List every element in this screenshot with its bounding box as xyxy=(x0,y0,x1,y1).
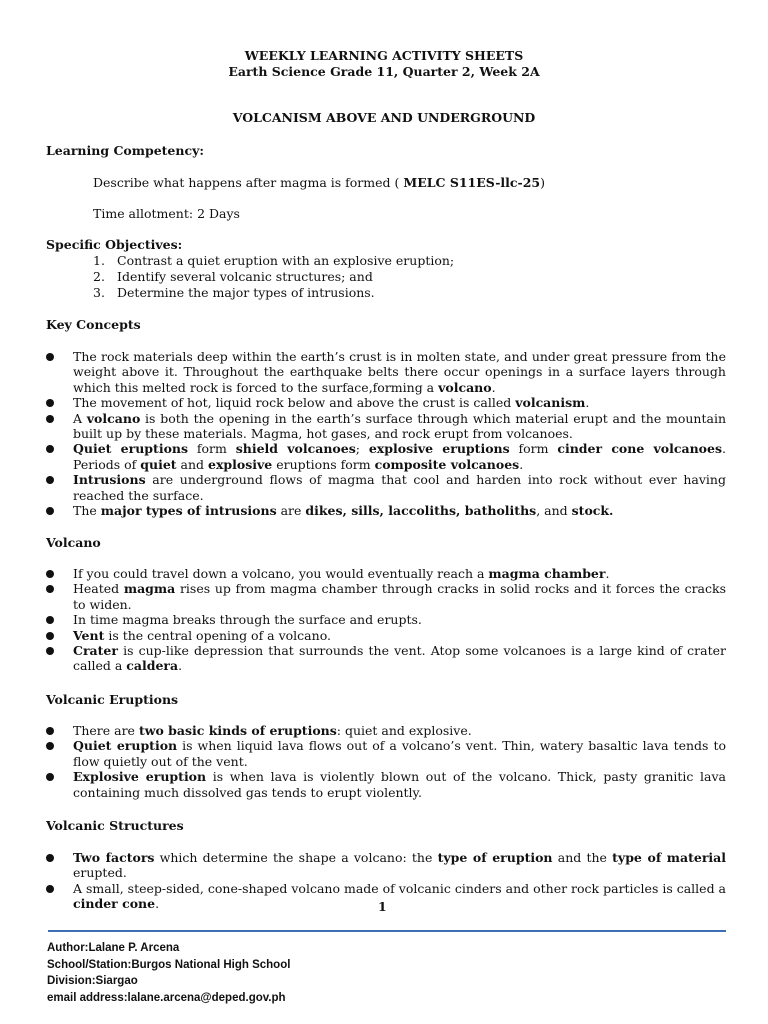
bold-term: volcanism xyxy=(515,395,586,411)
item-text: erupted. xyxy=(73,865,127,881)
item-text: The rock materials deep within the earth’s crust is in molten state, and under great pressure from the weight above it. Throughout the earthquake belts there occur openings in a surface layers through which this melted rock is forced to the surface,forming a xyxy=(73,349,726,395)
list-item xyxy=(46,612,726,627)
item-text: is when liquid lava flows out of a volcano’s vent. Thin, watery basaltic lava tends to flow quietly out of the vent. xyxy=(73,738,726,769)
bullet-icon xyxy=(46,742,54,750)
bold-term: Quiet eruptions xyxy=(73,441,189,457)
bold-term: Quiet eruption xyxy=(73,738,178,754)
bold-term: volcano xyxy=(86,410,141,426)
list-item xyxy=(46,769,726,800)
bold-term: explosive eruptions xyxy=(368,441,510,457)
bold-term: volcano xyxy=(438,379,492,395)
bold-term: cinder cone volcanoes xyxy=(557,441,723,457)
bold-term: magma xyxy=(123,581,176,597)
bold-term: explosive xyxy=(208,456,273,472)
competency-description xyxy=(93,175,545,191)
competency-text: Describe what happens after magma is formed ( xyxy=(93,175,404,190)
bullet-icon xyxy=(46,773,54,781)
competency-heading: Learning Competency: xyxy=(46,143,204,158)
list-item xyxy=(46,723,726,738)
bullet-icon xyxy=(46,727,54,735)
footer-division: Division:Siargao xyxy=(47,975,138,987)
item-text: If you could travel down a volcano, you would eventually reach a xyxy=(73,566,489,581)
item-text: A xyxy=(73,410,87,426)
objective-text: Determine the major types of intrusions. xyxy=(117,285,375,300)
objectives-heading: Specific Objectives: xyxy=(46,237,183,252)
bold-term: shield volcanoes xyxy=(235,441,356,457)
item-text: . xyxy=(519,456,524,472)
bold-term: type of eruption xyxy=(437,850,553,865)
item-text: is cup-like depression that surrounds the vent. Atop some volcanoes is a large kind of crater called a xyxy=(73,643,726,674)
header-line-2: Earth Science Grade 11, Quarter 2, Week 2A xyxy=(228,64,540,79)
bold-term: Two factors xyxy=(73,850,155,865)
objective-text: Contrast a quiet eruption with an explosive eruption; xyxy=(117,253,455,268)
bullet-icon xyxy=(46,476,54,484)
list-item xyxy=(46,441,726,472)
bold-term: Intrusions xyxy=(73,472,146,488)
item-text: form xyxy=(509,441,558,457)
bullet-icon xyxy=(46,854,54,862)
bullet-icon xyxy=(46,399,54,407)
bold-term: caldera xyxy=(126,658,179,674)
item-text: Heated xyxy=(73,581,124,597)
footer-email: email address:lalane.arcena@deped.gov.ph xyxy=(47,991,286,1004)
bold-term: Explosive eruption xyxy=(73,769,207,785)
item-text: , and xyxy=(536,503,572,519)
bold-term: cinder cone xyxy=(73,896,156,912)
document-header xyxy=(0,48,768,80)
list-item xyxy=(46,643,726,674)
item-text: form xyxy=(188,441,236,457)
objective-item xyxy=(93,253,454,269)
bullet-icon xyxy=(46,445,54,453)
item-text: In time magma breaks through the surface and erupts. xyxy=(73,612,422,628)
objectives-list xyxy=(93,253,454,301)
bold-term: quiet xyxy=(140,456,177,472)
volcano-heading: Volcano xyxy=(46,535,101,550)
list-item xyxy=(46,850,726,881)
eruptions-heading: Volcanic Eruptions xyxy=(46,692,179,707)
item-text: . xyxy=(178,658,183,674)
bullet-icon xyxy=(46,885,54,893)
bullet-icon xyxy=(46,585,54,593)
footer xyxy=(47,940,290,1006)
volcano-list xyxy=(46,566,726,674)
list-item xyxy=(46,628,726,643)
objective-item xyxy=(93,269,454,285)
item-text: . xyxy=(155,896,160,912)
bold-term: two basic kinds of eruptions xyxy=(138,723,337,738)
document-title: VOLCANISM ABOVE AND UNDERGROUND xyxy=(232,110,536,125)
objective-item xyxy=(93,285,454,301)
objective-number: 1. xyxy=(93,253,105,268)
item-text: A small, steep-sided, cone-shaped volcano made of volcanic cinders and other rock particles is called a xyxy=(73,880,727,896)
bullet-icon xyxy=(46,647,54,655)
header-line-1: WEEKLY LEARNING ACTIVITY SHEETS xyxy=(244,48,524,63)
item-text: is when lava is violently blown out of the volcano. Thick, pasty granitic lava containing much dissolved gas tends to erupt violently. xyxy=(73,769,726,800)
list-item xyxy=(46,349,726,395)
list-item xyxy=(46,566,726,581)
bold-term: Vent xyxy=(73,627,105,643)
competency-text-end: ) xyxy=(540,175,546,190)
list-item xyxy=(46,738,726,769)
item-text: The xyxy=(73,503,101,519)
list-item xyxy=(46,472,726,503)
bold-term: dikes, sills, laccoliths, batholiths xyxy=(305,503,537,519)
structures-heading: Volcanic Structures xyxy=(46,818,184,833)
footer-divider xyxy=(48,930,726,932)
melc-code: MELC S11ES-llc-25 xyxy=(403,175,541,190)
bullet-icon xyxy=(46,632,54,640)
bullet-icon xyxy=(46,616,54,624)
item-text: There are xyxy=(73,723,139,738)
bold-term: stock. xyxy=(571,503,614,519)
bold-term: composite volcanoes xyxy=(374,456,520,472)
item-text: : quiet and explosive. xyxy=(336,723,472,738)
item-text: . xyxy=(585,395,590,411)
item-text: . xyxy=(491,379,496,395)
item-text: rises up from magma chamber through cracks in solid rocks and it forces the cracks to widen. xyxy=(73,581,726,612)
bold-term: type of material xyxy=(612,850,727,865)
bullet-icon xyxy=(46,415,54,423)
bullet-icon xyxy=(46,570,54,578)
bullet-icon xyxy=(46,507,54,515)
item-text: . xyxy=(605,566,610,581)
bullet-icon xyxy=(46,353,54,361)
page-number: 1 xyxy=(378,899,387,914)
item-text: The movement of hot, liquid rock below and above the crust is called xyxy=(73,395,516,411)
item-text: and xyxy=(176,456,209,472)
item-text: . Periods of xyxy=(73,441,726,472)
list-item xyxy=(46,503,726,518)
eruptions-list xyxy=(46,723,726,800)
bold-term: magma chamber xyxy=(488,566,606,581)
item-text: are underground flows of magma that cool and harden into rock without ever having reached the surface. xyxy=(73,472,726,503)
list-item xyxy=(46,581,726,612)
objective-number: 2. xyxy=(93,269,105,284)
item-text: is both the opening in the earth’s surface through which material erupt and the mountain built up by these materials. Magma, hot gases, and rock erupt from volcanoes. xyxy=(73,410,726,442)
item-text: eruptions form xyxy=(272,456,375,472)
item-text: ; xyxy=(355,441,369,457)
list-item xyxy=(46,395,726,410)
key-concepts-heading: Key Concepts xyxy=(46,317,141,332)
footer-school: School/Station:Burgos National High School xyxy=(47,958,291,971)
item-text: are xyxy=(276,503,306,519)
key-concepts-list xyxy=(46,349,726,518)
bold-term: major types of intrusions xyxy=(100,503,277,519)
objective-number: 3. xyxy=(93,285,105,300)
objective-text: Identify several volcanic structures; and xyxy=(117,269,373,284)
item-text: is the central opening of a volcano. xyxy=(104,627,331,643)
item-text: and the xyxy=(552,850,613,865)
bold-term: Crater xyxy=(73,643,118,659)
footer-author: Author:Lalane P. Arcena xyxy=(47,942,180,954)
item-text: which determine the shape a volcano: the xyxy=(154,850,438,865)
list-item xyxy=(46,411,726,442)
time-allotment: Time allotment: 2 Days xyxy=(93,206,240,221)
